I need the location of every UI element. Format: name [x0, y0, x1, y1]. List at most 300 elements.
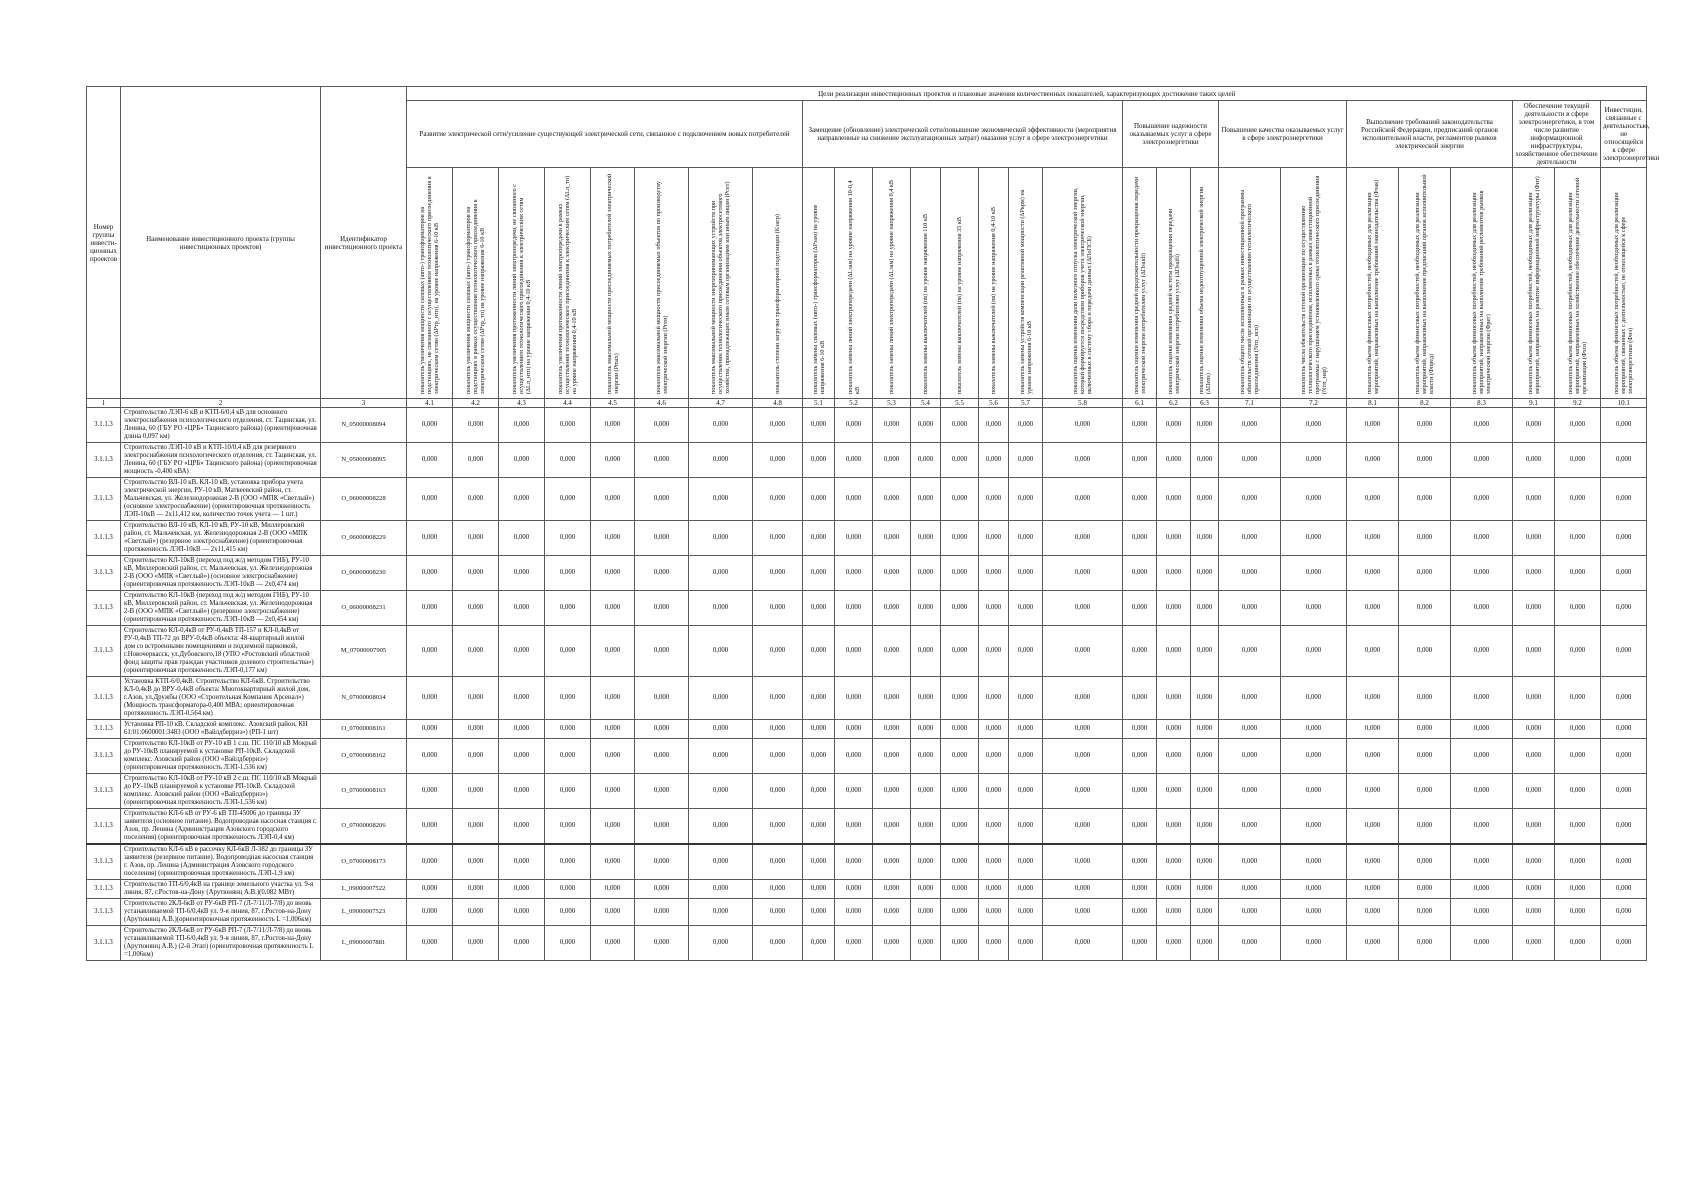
- row-indicator-value: 0,000: [1009, 591, 1043, 626]
- row-project-name: Строительство КЛ-10кВ от РУ-10 кВ 2 с.ш. ПС 110/10 кВ Мокрый до РУ-10кВ планируемой к установке РП-10кВ. Складской комплекс. Азовский район (ООО «Вайлдберриз») (ориентировочная протяженность ЛЭП-1,536 км): [121, 774, 321, 809]
- row-indicator-value: 0,000: [407, 774, 453, 809]
- header-indicator-text: показатель объема финансовых потребностей, необходимых для реализации мероприятий, связанных с деятельностью, не относящейся к сфере электроэнергетики (Фнэ): [1613, 192, 1635, 394]
- table-row: [87, 844, 1647, 880]
- row-indicator-value: 0,000: [803, 443, 835, 478]
- row-indicator-value: 0,000: [1347, 478, 1399, 521]
- row-indicator-value: 0,000: [689, 774, 753, 809]
- row-indicator-value: 0,000: [453, 720, 499, 739]
- row-indicator-value: 0,000: [941, 556, 979, 591]
- row-indicator-value: 0,000: [1123, 521, 1157, 556]
- header-goal-group: Замещение (обновление) электрической сети/повышение экономической эффективности (мероприятия направленные на снижение эксплуатационных затрат) оказания услуг в сфере электроэнергетики: [803, 101, 1123, 168]
- row-indicator-value: 0,000: [1123, 720, 1157, 739]
- row-indicator-value: 0,000: [1043, 880, 1123, 899]
- column-number: 8.3: [1451, 399, 1513, 408]
- row-indicator-value: 0,000: [1281, 880, 1347, 899]
- row-indicator-value: 0,000: [689, 556, 753, 591]
- row-project-id: М_07000007905: [321, 626, 407, 677]
- header-indicator-text: показатель оценки изменения объема недоотпущенной электрической энергии (ΔПens): [1197, 186, 1212, 394]
- row-indicator-value: 0,000: [635, 809, 689, 845]
- row-indicator-value: 0,000: [1219, 478, 1281, 521]
- row-indicator-value: 0,000: [453, 809, 499, 845]
- row-indicator-value: 0,000: [753, 556, 803, 591]
- row-indicator-value: 0,000: [1555, 899, 1601, 926]
- header-indicator: [753, 168, 803, 399]
- row-group-number: 3.1.1.3: [87, 809, 121, 845]
- column-number: 5.5: [941, 399, 979, 408]
- row-indicator-value: 0,000: [1347, 591, 1399, 626]
- row-indicator-value: 0,000: [979, 774, 1009, 809]
- header-indicator-text: показатель замены выключателей (nв) на уровне напряжения 110 кВ: [922, 213, 929, 394]
- row-indicator-value: 0,000: [1399, 626, 1451, 677]
- row-project-id: О_06000008231: [321, 591, 407, 626]
- header-indicator-text: показатель объема финансовых потребностей, необходимых для реализации мероприятий, направленных на развитие информационной инфраструктуры (Фит): [1526, 176, 1541, 394]
- header-indicator-text: показатель замены линий электропередачи (ΔLзам) на уровне напряжения 0,4 кВ: [888, 180, 895, 394]
- header-indicator: [591, 168, 635, 399]
- row-indicator-value: 0,000: [979, 899, 1009, 926]
- row-indicator-value: 0,000: [1513, 809, 1555, 845]
- row-indicator-value: 0,000: [1555, 443, 1601, 478]
- row-indicator-value: 0,000: [1043, 521, 1123, 556]
- row-group-number: 3.1.1.3: [87, 899, 121, 926]
- row-indicator-value: 0,000: [1601, 591, 1647, 626]
- header-column-numbers: [87, 399, 1647, 408]
- row-indicator-value: 0,000: [1451, 443, 1513, 478]
- row-indicator-value: 0,000: [941, 809, 979, 845]
- row-indicator-value: 0,000: [499, 809, 545, 845]
- header-indicator-text: показатель оценки изменения доли полезного отпуска электрической энергии, который формируется посредством приборов учета электрической энергии, включенных в систему сбора и передачи данных (ΔПоПСБ): [1072, 187, 1093, 394]
- row-indicator-value: 0,000: [873, 774, 911, 809]
- column-number: 5.4: [911, 399, 941, 408]
- row-project-name: Строительство КЛ-10кВ от РУ-10 кВ 1 с.ш. ПС 110/10 кВ Мокрый до РУ-10кВ планируемой к установке РП-10кВ. Складской комплекс. Азовский район (ООО «Вайлдберриз») (ориентировочная протяженность ЛЭП-1,536 км): [121, 739, 321, 774]
- row-project-name: Строительство КЛ-10кВ (переход под ж/д методом ГНБ), РУ-10 кВ, Миллеровский район, ст. Мальчевская, ул. Железнодорожная 2-В (ООО «МПК «Светлый») (резервное электроснабжение) (ориентировочная протяженность ЛЭП-10кВ — 2х0,454 км): [121, 591, 321, 626]
- row-indicator-value: 0,000: [979, 408, 1009, 443]
- row-indicator-value: 0,000: [1347, 720, 1399, 739]
- row-indicator-value: 0,000: [453, 521, 499, 556]
- header-project-id: Идентификатор инвестиционного проекта: [321, 87, 407, 399]
- row-indicator-value: 0,000: [835, 899, 873, 926]
- row-group-number: 3.1.1.3: [87, 591, 121, 626]
- row-indicator-value: 0,000: [979, 677, 1009, 720]
- row-indicator-value: 0,000: [1281, 521, 1347, 556]
- row-project-id: О_07000008206: [321, 809, 407, 845]
- row-indicator-value: 0,000: [1347, 626, 1399, 677]
- row-indicator-value: 0,000: [635, 739, 689, 774]
- row-indicator-value: 0,000: [873, 556, 911, 591]
- row-indicator-value: 0,000: [1191, 521, 1219, 556]
- row-indicator-value: 0,000: [1555, 521, 1601, 556]
- row-indicator-value: 0,000: [1191, 408, 1219, 443]
- row-indicator-value: 0,000: [1601, 626, 1647, 677]
- row-indicator-value: 0,000: [941, 844, 979, 880]
- column-number: 5.2: [835, 399, 873, 408]
- table-row: [87, 408, 1647, 443]
- row-indicator-value: 0,000: [1555, 774, 1601, 809]
- row-indicator-value: 0,000: [1601, 408, 1647, 443]
- table-row: [87, 626, 1647, 677]
- header-indicator-text: показатель числа обязательств сетевой организации по осуществлению технологического присоединения, исполненных в рамках инвестиционной программы с нарушением установленного срока технологического присоединения (Nтп_нар): [1299, 175, 1328, 394]
- row-indicator-value: 0,000: [1601, 677, 1647, 720]
- row-indicator-value: 0,000: [1043, 591, 1123, 626]
- header-indicator-text: показатель увеличения мощности силовых (авто-) трансформаторов на подстанциях, не связанного с осуществлением технологического присоединения к электрическим сетям (ΔPтр_нтп), на уровне напряжения 6-10 кВ: [419, 176, 440, 394]
- row-indicator-value: 0,000: [1123, 880, 1157, 899]
- row-indicator-value: 0,000: [873, 478, 911, 521]
- row-indicator-value: 0,000: [753, 809, 803, 845]
- row-indicator-value: 0,000: [1157, 926, 1191, 961]
- row-indicator-value: 0,000: [941, 720, 979, 739]
- row-indicator-value: 0,000: [911, 521, 941, 556]
- row-indicator-value: 0,000: [835, 591, 873, 626]
- row-indicator-value: 0,000: [911, 443, 941, 478]
- row-indicator-value: 0,000: [1219, 408, 1281, 443]
- investment-indicators-table: [86, 86, 1660, 961]
- row-indicator-value: 0,000: [545, 677, 591, 720]
- header-indicator-text: показатель замены выключателей (nв) на уровне напряжения 35 кВ: [956, 216, 963, 394]
- row-indicator-value: 0,000: [873, 926, 911, 961]
- table-row: [87, 809, 1647, 845]
- row-indicator-value: 0,000: [753, 926, 803, 961]
- row-indicator-value: 0,000: [1219, 926, 1281, 961]
- row-indicator-value: 0,000: [1281, 408, 1347, 443]
- row-indicator-value: 0,000: [1513, 739, 1555, 774]
- row-indicator-value: 0,000: [873, 844, 911, 880]
- row-indicator-value: 0,000: [803, 880, 835, 899]
- row-indicator-value: 0,000: [1451, 677, 1513, 720]
- row-indicator-value: 0,000: [979, 626, 1009, 677]
- header-indicator: [911, 168, 941, 399]
- row-indicator-value: 0,000: [1157, 809, 1191, 845]
- row-indicator-value: 0,000: [545, 844, 591, 880]
- header-indicator-text: показатель максимальной мощности присоединяемых потребителей электрической энергии (Pmax): [605, 173, 620, 394]
- row-indicator-value: 0,000: [873, 880, 911, 899]
- row-indicator-value: 0,000: [1601, 844, 1647, 880]
- row-indicator-value: 0,000: [941, 774, 979, 809]
- row-project-name: Строительство КЛ-6 кВ в рассечку КЛ-6кВ Л-382 до границы ЗУ заявителя (резервное питание). Водопроводная насосная станция г. Азов, пр. Ленина (Администрация Азовского городского поселения) (ориентировочная протяженность ЛЭП-1,9 км): [121, 844, 321, 880]
- row-indicator-value: 0,000: [979, 478, 1009, 521]
- header-indicator: [1009, 168, 1043, 399]
- row-indicator-value: 0,000: [591, 809, 635, 845]
- header-indicator-text: показатель замены линий электропередачи (ΔLзам) на уровне напряжения 10-0,4 кВ: [846, 180, 861, 394]
- row-indicator-value: 0,000: [1513, 899, 1555, 926]
- row-indicator-value: 0,000: [1191, 809, 1219, 845]
- row-project-name: Строительство 2КЛ-6кВ от РУ-6кВ РП-7 (Л-7/11/Л-7/8) до вновь устанавливаемой ТП-6/0,4кВ ул. 9-я линия, 87, г.Ростов-на-Дону (Арутюнянц А.В.)(ориентировочная протяженность L =1,006км): [121, 899, 321, 926]
- column-number: 4.8: [753, 399, 803, 408]
- header-indicator: [1601, 168, 1647, 399]
- row-group-number: 3.1.1.3: [87, 626, 121, 677]
- row-project-name: Установка РП-10 кВ. Складской комплекс. Азовский район, КН 61:01:0600001:3483 (ООО «Вайлдберриз») (РП-1 шт): [121, 720, 321, 739]
- row-indicator-value: 0,000: [911, 556, 941, 591]
- row-indicator-value: 0,000: [1555, 880, 1601, 899]
- row-indicator-value: 0,000: [911, 899, 941, 926]
- header-goal-group: Обеспечение текущей деятельности в сфере электроэнергетики, в том числе развитие информационной инфраструктуры, хозяйственное обеспечение деятельности: [1513, 101, 1601, 168]
- row-indicator-value: 0,000: [635, 844, 689, 880]
- row-indicator-value: 0,000: [1513, 556, 1555, 591]
- row-indicator-value: 0,000: [499, 556, 545, 591]
- row-indicator-value: 0,000: [1601, 556, 1647, 591]
- row-project-name: Строительство КЛ-10кВ (переход под ж/д методом ГНБ), РУ-10 кВ, Миллеровский район, ст. Мальчевская, ул. Железнодорожная 2-В (ООО «МПК «Светлый») (основное электроснабжение) (ориентировочная протяженность ЛЭП-10кВ — 2х0,474 км): [121, 556, 321, 591]
- row-indicator-value: 0,000: [1123, 556, 1157, 591]
- header-indicator: [635, 168, 689, 399]
- row-indicator-value: 0,000: [591, 774, 635, 809]
- row-indicator-value: 0,000: [835, 478, 873, 521]
- row-indicator-value: 0,000: [1281, 478, 1347, 521]
- header-indicator-text: показатель объема финансовых потребностей, необходимых для реализации мероприятий, направленных на хозяйственное обеспечение деятельности сетевой организации (Фхоз): [1567, 177, 1588, 394]
- row-indicator-value: 0,000: [979, 591, 1009, 626]
- row-indicator-value: 0,000: [911, 880, 941, 899]
- row-indicator-value: 0,000: [1043, 626, 1123, 677]
- row-indicator-value: 0,000: [873, 739, 911, 774]
- row-indicator-value: 0,000: [803, 626, 835, 677]
- row-indicator-value: 0,000: [591, 521, 635, 556]
- row-indicator-value: 0,000: [635, 591, 689, 626]
- row-indicator-value: 0,000: [803, 926, 835, 961]
- row-indicator-value: 0,000: [1219, 521, 1281, 556]
- row-indicator-value: 0,000: [689, 677, 753, 720]
- row-indicator-value: 0,000: [835, 809, 873, 845]
- row-indicator-value: 0,000: [1281, 556, 1347, 591]
- row-indicator-value: 0,000: [1399, 556, 1451, 591]
- table-row: [87, 880, 1647, 899]
- row-indicator-value: 0,000: [545, 899, 591, 926]
- row-indicator-value: 0,000: [635, 556, 689, 591]
- row-project-id: L_09000007522: [321, 880, 407, 899]
- header-indicator: [1451, 168, 1513, 399]
- row-indicator-value: 0,000: [1219, 880, 1281, 899]
- header-indicator-text: показатель объема финансовых потребностей, необходимых для реализации мероприятий, направленных на выполнение требований регламентов рынков электрической энергии (Фрег): [1471, 190, 1492, 394]
- row-indicator-value: 0,000: [1191, 591, 1219, 626]
- row-indicator-value: 0,000: [689, 521, 753, 556]
- row-indicator-value: 0,000: [1281, 677, 1347, 720]
- column-number: 8.1: [1347, 399, 1399, 408]
- row-indicator-value: 0,000: [979, 443, 1009, 478]
- row-indicator-value: 0,000: [803, 809, 835, 845]
- row-indicator-value: 0,000: [1281, 626, 1347, 677]
- row-indicator-value: 0,000: [407, 720, 453, 739]
- row-indicator-value: 0,000: [1513, 521, 1555, 556]
- column-number: 5.6: [979, 399, 1009, 408]
- row-indicator-value: 0,000: [753, 774, 803, 809]
- row-project-name: Строительство ТП-6/0,4кВ на границе земельного участка ул. 9-я линия, 87, г.Ростов-на-Дону (Арутюнянц А.В.)(0,082 МВт): [121, 880, 321, 899]
- row-indicator-value: 0,000: [453, 880, 499, 899]
- row-indicator-value: 0,000: [1513, 591, 1555, 626]
- row-indicator-value: 0,000: [591, 443, 635, 478]
- row-indicator-value: 0,000: [873, 677, 911, 720]
- row-indicator-value: 0,000: [1347, 880, 1399, 899]
- row-indicator-value: 0,000: [1157, 880, 1191, 899]
- row-indicator-value: 0,000: [1513, 626, 1555, 677]
- row-group-number: 3.1.1.3: [87, 443, 121, 478]
- row-indicator-value: 0,000: [1451, 626, 1513, 677]
- row-indicator-value: 0,000: [1191, 844, 1219, 880]
- header-indicator: [1123, 168, 1157, 399]
- row-indicator-value: 0,000: [689, 880, 753, 899]
- row-indicator-value: 0,000: [1451, 720, 1513, 739]
- table-row: [87, 443, 1647, 478]
- row-project-id: N_05000008095: [321, 443, 407, 478]
- header-project-name: Наименование инвестиционного проекта (группы инвестиционных проектов): [121, 87, 321, 399]
- row-indicator-value: 0,000: [1399, 443, 1451, 478]
- row-indicator-value: 0,000: [835, 677, 873, 720]
- column-number: 5.7: [1009, 399, 1043, 408]
- row-indicator-value: 0,000: [1123, 408, 1157, 443]
- row-indicator-value: 0,000: [873, 899, 911, 926]
- row-group-number: 3.1.1.3: [87, 521, 121, 556]
- row-indicator-value: 0,000: [873, 408, 911, 443]
- header-indicator-text: показатель объема финансовых потребностей, необходимых для реализации мероприятий, направленных на выполнение требований законодательства (Фзак): [1365, 179, 1380, 394]
- row-indicator-value: 0,000: [1157, 774, 1191, 809]
- row-indicator-value: 0,000: [499, 443, 545, 478]
- row-indicator-value: 0,000: [1009, 720, 1043, 739]
- row-indicator-value: 0,000: [689, 443, 753, 478]
- column-number: 1: [87, 399, 121, 408]
- row-indicator-value: 0,000: [499, 739, 545, 774]
- row-group-number: 3.1.1.3: [87, 844, 121, 880]
- table-row: [87, 556, 1647, 591]
- row-indicator-value: 0,000: [591, 556, 635, 591]
- row-indicator-value: 0,000: [979, 720, 1009, 739]
- row-indicator-value: 0,000: [1191, 739, 1219, 774]
- row-indicator-value: 0,000: [1219, 443, 1281, 478]
- row-indicator-value: 0,000: [635, 926, 689, 961]
- row-indicator-value: 0,000: [1399, 408, 1451, 443]
- row-indicator-value: 0,000: [979, 926, 1009, 961]
- row-indicator-value: 0,000: [1157, 844, 1191, 880]
- row-indicator-value: 0,000: [453, 899, 499, 926]
- row-indicator-value: 0,000: [835, 556, 873, 591]
- row-indicator-value: 0,000: [689, 478, 753, 521]
- row-indicator-value: 0,000: [1347, 899, 1399, 926]
- row-indicator-value: 0,000: [1281, 809, 1347, 845]
- header-indicator-text: показатель увеличения мощности силовых (авто-) трансформаторов на подстанциях в рамках осуществления технологического присоединения к электрическим сетям (ΔPтр_тп) на уровне напряжения 6-10 кВ: [465, 199, 486, 394]
- row-indicator-value: 0,000: [1281, 774, 1347, 809]
- header-indicator-text: показатель увеличения протяженности линий электропередачи, не связанного с осуществлением технологического присоединения к электрическим сетям (ΔLл_нтп) на уровне напряжения 0,4-10 кВ: [511, 184, 532, 394]
- row-indicator-value: 0,000: [545, 626, 591, 677]
- header-indicator: [979, 168, 1009, 399]
- row-indicator-value: 0,000: [941, 739, 979, 774]
- row-indicator-value: 0,000: [499, 478, 545, 521]
- row-indicator-value: 0,000: [635, 774, 689, 809]
- row-indicator-value: 0,000: [941, 926, 979, 961]
- header-indicator: [689, 168, 753, 399]
- table-row: [87, 926, 1647, 961]
- row-indicator-value: 0,000: [1219, 844, 1281, 880]
- row-indicator-value: 0,000: [499, 926, 545, 961]
- header-goal-group: Выполнение требований законодательства Российской Федерации, предписаний органов исполнительной власти, регламентов рынков электрической энергии: [1347, 101, 1513, 168]
- row-indicator-value: 0,000: [1123, 809, 1157, 845]
- row-indicator-value: 0,000: [1601, 899, 1647, 926]
- row-indicator-value: 0,000: [407, 556, 453, 591]
- row-indicator-value: 0,000: [1451, 478, 1513, 521]
- row-indicator-value: 0,000: [1281, 443, 1347, 478]
- row-indicator-value: 0,000: [873, 720, 911, 739]
- row-indicator-value: 0,000: [1043, 478, 1123, 521]
- row-indicator-value: 0,000: [911, 774, 941, 809]
- row-group-number: 3.1.1.3: [87, 774, 121, 809]
- row-project-name: Строительство ЛЭП-6 кВ и КТП-6/0,4 кВ для основного электроснабжения психологического отделения, ст. Тацинская, ул. Ленина, 60 (ГБУ РО «ЦРБ» Тацинского района) (ориентировочная длина 0,097 км): [121, 408, 321, 443]
- row-indicator-value: 0,000: [635, 880, 689, 899]
- row-indicator-value: 0,000: [911, 478, 941, 521]
- row-indicator-value: 0,000: [941, 899, 979, 926]
- row-indicator-value: 0,000: [1009, 844, 1043, 880]
- column-number: 2: [121, 399, 321, 408]
- row-indicator-value: 0,000: [1451, 408, 1513, 443]
- row-indicator-value: 0,000: [1043, 774, 1123, 809]
- row-indicator-value: 0,000: [1157, 626, 1191, 677]
- row-indicator-value: 0,000: [941, 443, 979, 478]
- row-indicator-value: 0,000: [753, 677, 803, 720]
- row-indicator-value: 0,000: [979, 880, 1009, 899]
- row-project-name: Строительство 2КЛ-6кВ от РУ-6кВ РП-7 (Л-7/11/Л-7/8) до вновь устанавливаемой ТП-6/0,4кВ ул. 9-я линия, 87, г.Ростов-на-Дону (Арутюнянц А.В.) (2-й Этап) (ориентировочная протяженность L =1,006км): [121, 926, 321, 961]
- table-row: [87, 899, 1647, 926]
- row-project-name: Строительство ВЛ-10 кВ, КЛ-10 кВ, РУ-10 кВ, Миллеровский район, ст. Мальчевская, ул. Железнодорожная 2-В (ООО «МПК «Светлый») (резервное электроснабжение) (ориентировочная протяженность ЛЭП-10кВ — 2х11,415 км): [121, 521, 321, 556]
- row-indicator-value: 0,000: [689, 899, 753, 926]
- row-indicator-value: 0,000: [1043, 844, 1123, 880]
- row-indicator-value: 0,000: [1123, 774, 1157, 809]
- row-indicator-value: 0,000: [979, 809, 1009, 845]
- header-indicator: [941, 168, 979, 399]
- table-row: [87, 739, 1647, 774]
- row-indicator-value: 0,000: [635, 443, 689, 478]
- row-indicator-value: 0,000: [591, 899, 635, 926]
- row-indicator-value: 0,000: [1043, 809, 1123, 845]
- row-indicator-value: 0,000: [911, 626, 941, 677]
- column-number: 5.8: [1043, 399, 1123, 408]
- row-indicator-value: 0,000: [753, 626, 803, 677]
- row-indicator-value: 0,000: [453, 926, 499, 961]
- row-indicator-value: 0,000: [499, 521, 545, 556]
- header-indicator-text: показатель объема финансовых потребностей, необходимых для реализации мероприятий, направленных на выполнение предписаний органов исполнительной власти (Фпред): [1414, 174, 1435, 394]
- row-indicator-value: 0,000: [753, 591, 803, 626]
- row-indicator-value: 0,000: [1123, 443, 1157, 478]
- row-indicator-value: 0,000: [1347, 556, 1399, 591]
- row-indicator-value: 0,000: [941, 521, 979, 556]
- table-body: [87, 408, 1647, 961]
- row-indicator-value: 0,000: [1191, 720, 1219, 739]
- row-indicator-value: 0,000: [911, 408, 941, 443]
- row-indicator-value: 0,000: [873, 591, 911, 626]
- header-indicator: [453, 168, 499, 399]
- column-number: 6.1: [1123, 399, 1157, 408]
- row-project-name: Строительство КЛ-6 кВ от РУ-6 кВ ТП-45006 до границы ЗУ заявителя (основное питание). Водопроводная насосная станция г. Азов, пр. Ленина (Администрация Азовского городского поселения) (ориентировочная протяженность ЛЭП-0,4 км): [121, 809, 321, 845]
- row-indicator-value: 0,000: [407, 677, 453, 720]
- row-indicator-value: 0,000: [1157, 521, 1191, 556]
- row-indicator-value: 0,000: [1347, 809, 1399, 845]
- row-indicator-value: 0,000: [591, 478, 635, 521]
- header-goals: Цели реализации инвестиционных проектов и плановые значения количественных показателей, характеризующих достижение таких целей: [407, 87, 1647, 101]
- row-group-number: 3.1.1.3: [87, 880, 121, 899]
- row-indicator-value: 0,000: [407, 809, 453, 845]
- row-indicator-value: 0,000: [1009, 809, 1043, 845]
- row-indicator-value: 0,000: [1123, 626, 1157, 677]
- header-group-number: Номер группы инвести-ционных проектов: [87, 87, 121, 399]
- row-indicator-value: 0,000: [1399, 880, 1451, 899]
- column-number: 7.1: [1219, 399, 1281, 408]
- row-indicator-value: 0,000: [545, 720, 591, 739]
- row-indicator-value: 0,000: [545, 926, 591, 961]
- row-indicator-value: 0,000: [635, 626, 689, 677]
- row-indicator-value: 0,000: [1219, 677, 1281, 720]
- row-indicator-value: 0,000: [803, 591, 835, 626]
- row-indicator-value: 0,000: [753, 521, 803, 556]
- row-indicator-value: 0,000: [753, 720, 803, 739]
- row-indicator-value: 0,000: [1157, 591, 1191, 626]
- row-indicator-value: 0,000: [1009, 880, 1043, 899]
- header-goal-group: Повышение надежности оказываемых услуг в сфере электроэнергетики: [1123, 101, 1219, 168]
- row-project-name: Строительство ЛЭП-10 кВ и КТП-10/0,4 кВ для резервного электроснабжения психологического отделения, ст. Тацинская, ул. Ленина, 60 (ГБУ РО «ЦРБ» Тацинского района) (ориентировочная мощность -0,400 кВА): [121, 443, 321, 478]
- row-indicator-value: 0,000: [1555, 626, 1601, 677]
- row-indicator-value: 0,000: [835, 774, 873, 809]
- row-indicator-value: 0,000: [1043, 677, 1123, 720]
- document-page: [86, 86, 1660, 961]
